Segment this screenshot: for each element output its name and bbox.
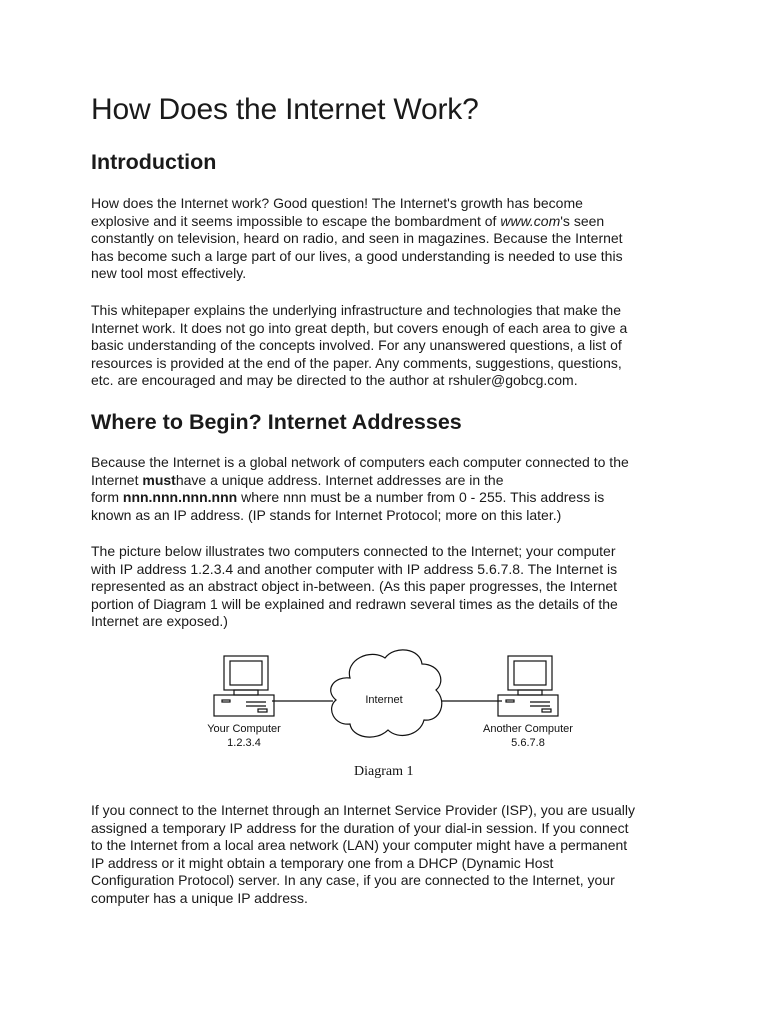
- your-computer-ip: 1.2.3.4: [227, 737, 261, 749]
- text-line: has become such a large part of our lives, a good understanding is needed to use this: [91, 247, 623, 264]
- addresses-paragraph-1: [91, 454, 691, 524]
- intro-paragraph-2: [91, 302, 691, 390]
- text-line: portion of Diagram 1 will be explained and redrawn several times as the details of the: [91, 595, 618, 612]
- text-line: assigned a temporary IP address for the duration of your dial-in session. If you connect: [91, 819, 629, 836]
- text-line: The picture below illustrates two computers connected to the Internet; your computer: [91, 543, 616, 559]
- text-line: Configuration Protocol) server. In any case, if you are connected to the Internet, your: [91, 872, 615, 889]
- text-line: etc. are encouraged and may be directed to the author at rshuler@gobcg.com.: [91, 372, 578, 389]
- text-line: computer has a unique IP address.: [91, 889, 308, 906]
- text-line: How does the Internet work? Good question! The Internet's growth has become: [91, 195, 583, 211]
- text-line: form nnn.nnn.nnn.nnn where nnn must be a number from 0 - 255. This address is: [91, 489, 605, 506]
- must-emphasis: must: [142, 471, 176, 488]
- document-title: How Does the Internet Work?: [91, 93, 479, 126]
- addresses-paragraph-2: [91, 543, 691, 631]
- text-line: new tool most effectively.: [91, 265, 247, 282]
- text-line: Internet musthave a unique address. Internet addresses are in the: [91, 471, 504, 488]
- text-line: This whitepaper explains the underlying infrastructure and technologies that make the: [91, 302, 621, 318]
- text-line: Internet are exposed.): [91, 613, 228, 630]
- another-computer-icon: [498, 656, 558, 716]
- text-line: represented as an abstract object in-between. (As this paper progresses, the Internet: [91, 578, 618, 595]
- text-line: Because the Internet is a global network of computers each computer connected to the: [91, 454, 629, 470]
- cloud-label: Internet: [365, 694, 403, 706]
- text-line: explosive and it seems impossible to escape the bombardment of www.com's seen: [91, 212, 605, 229]
- text-line: basic understanding of the concepts involved. For any unanswered questions, a list of: [91, 337, 622, 354]
- heading-introduction: Introduction: [91, 150, 217, 174]
- heading-internet-addresses: Where to Begin? Internet Addresses: [91, 410, 462, 434]
- intro-paragraph-1: [91, 195, 691, 283]
- text-line: Internet work. It does not go into great depth, but covers enough of each area to give a: [91, 319, 628, 336]
- text-line: IP address or it might obtain a temporary one from a DHCP (Dynamic Host: [91, 854, 554, 871]
- text-line: to the Internet from a local area network (LAN) your computer might have a permanent: [91, 837, 628, 854]
- address-format-emphasis: nnn.nnn.nnn.nnn: [122, 489, 238, 506]
- another-computer-label: Another Computer: [483, 723, 573, 735]
- another-computer-ip: 5.6.7.8: [511, 737, 545, 749]
- diagram-caption: Diagram 1: [354, 764, 414, 779]
- text-line: with IP address 1.2.3.4 and another computer with IP address 5.6.7.8. The Internet is: [91, 560, 618, 577]
- your-computer-label: Your Computer: [207, 723, 281, 735]
- www-com-emphasis: www.com: [500, 212, 561, 229]
- text-line: known as an IP address. (IP stands for Internet Protocol; more on this later.): [91, 506, 562, 523]
- text-line: If you connect to the Internet through an Internet Service Provider (ISP), you are usually: [91, 802, 635, 818]
- text-line: constantly on television, heard on radio, and seen in magazines. Because the Internet: [91, 230, 623, 247]
- your-computer-icon: [214, 656, 274, 716]
- addresses-paragraph-3: [91, 802, 691, 908]
- text-line: resources is provided at the end of the paper. Any comments, suggestions, questions,: [91, 354, 622, 371]
